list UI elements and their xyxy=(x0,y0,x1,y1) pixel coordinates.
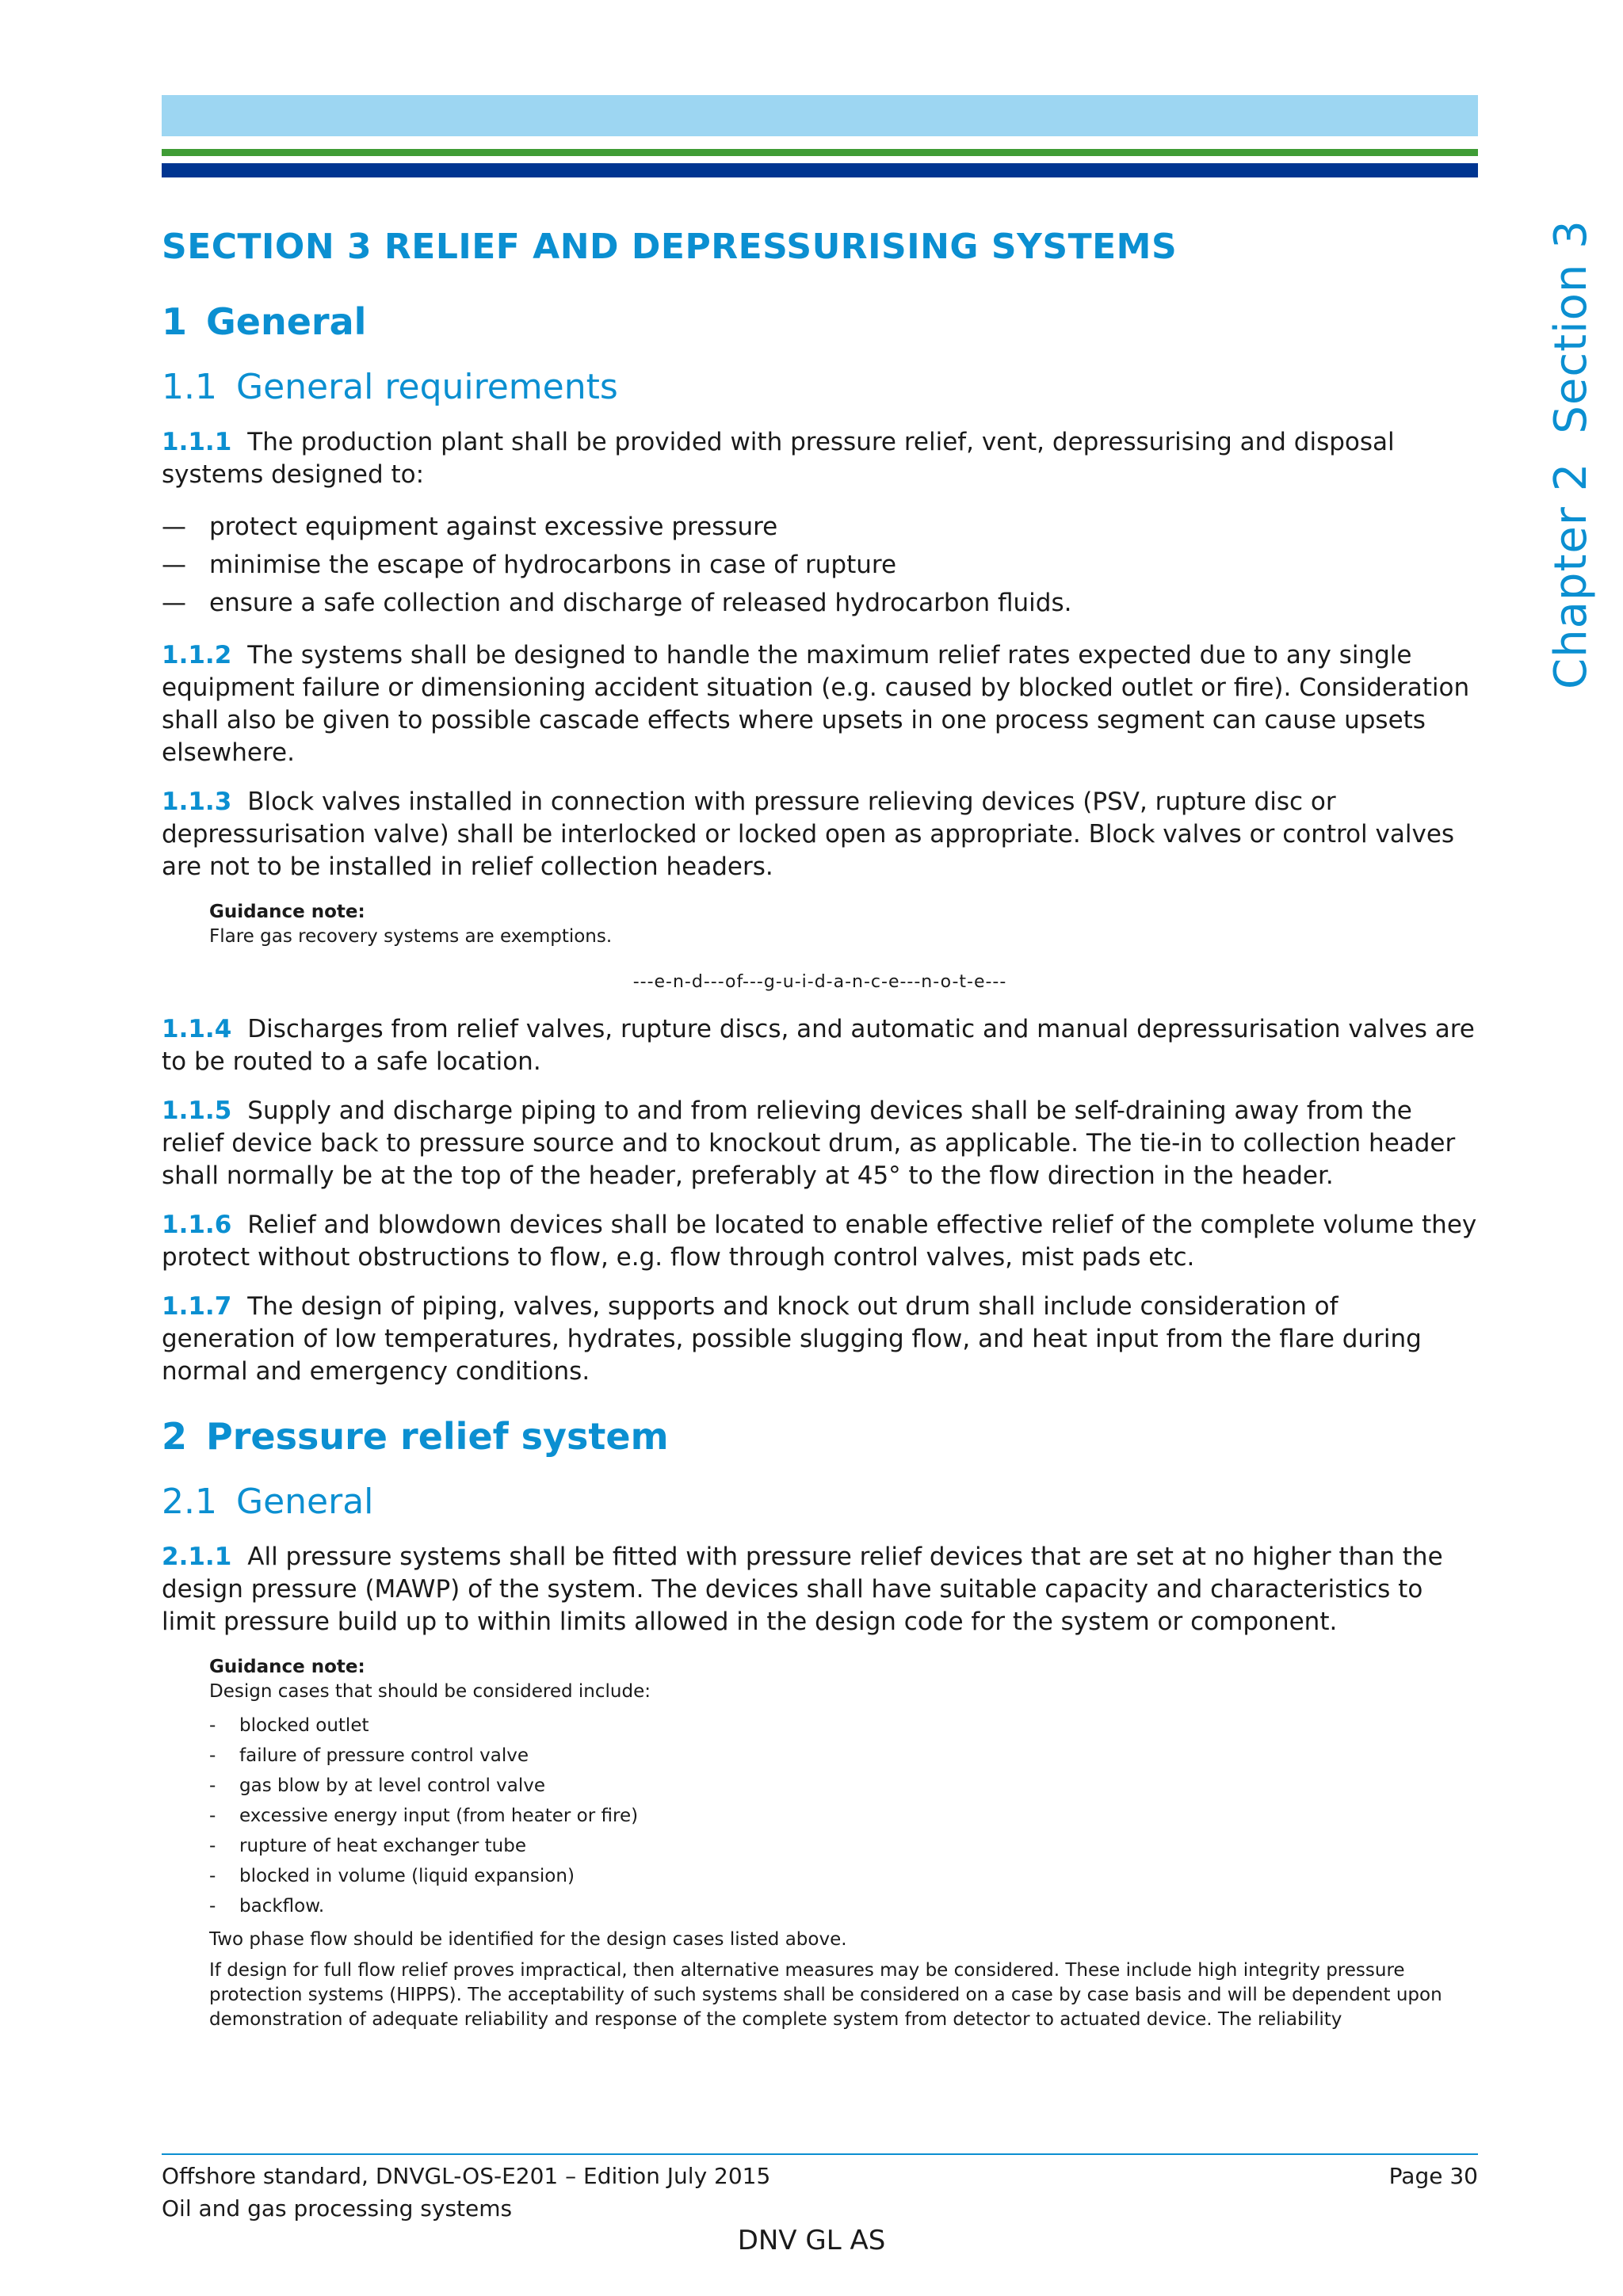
paragraph-1-1-6 xyxy=(162,1209,1478,1274)
guidance-end-marker: ---e-n-d---of---g-u-i-d-a-n-c-e---n-o-t-e--- xyxy=(632,972,1007,992)
clause-number: 2.1.1 xyxy=(162,1543,232,1571)
side-tab-section: Section 3 xyxy=(1545,219,1597,434)
clause-text: Block valves installed in connection with pressure relieving devices (PSV, rupture disc or depressurisation valve) shall be interlocked or locked open as appropriate. Block valves or control valves are not to be installed in relief collection headers. xyxy=(162,788,1455,881)
heading-2-title: Pressure relief system xyxy=(206,1415,669,1458)
heading-1-1 xyxy=(162,367,1478,407)
list-item: - blocked outlet xyxy=(209,1715,369,1736)
clause-number: 1.1.5 xyxy=(162,1097,232,1125)
list-item: - blocked in volume (liquid expansion) xyxy=(209,1866,575,1886)
heading-2-1 xyxy=(162,1482,1478,1522)
side-tab xyxy=(1545,219,1597,689)
clause-text: The systems shall be designed to handle the maximum relief rates expected due to any single equipment failure or dimensioning accident situation (e.g. caused by blocked outlet or fire). Consideration shall also be given to possible cascade effects where upsets in one process segment can cause upsets elsewhere. xyxy=(162,641,1470,767)
clause-text: Discharges from relief valves, rupture discs, and automatic and manual depressurisation valves are to be routed to a safe location. xyxy=(162,1015,1475,1076)
header-band-green xyxy=(162,149,1478,156)
guidance-intro: Design cases that should be considered include: xyxy=(209,1681,651,1702)
design-cases-list xyxy=(209,1711,1478,1921)
page-number: Page 30 xyxy=(1388,2163,1478,2189)
guidance-text: Flare gas recovery systems are exemptions. xyxy=(209,926,613,947)
heading-1-1-title: General requirements xyxy=(235,367,618,407)
heading-2-1-number: 2.1 xyxy=(162,1482,217,1522)
header-band-blue xyxy=(162,163,1478,177)
guidance-note-2 xyxy=(209,1655,1478,2032)
guidance-note-1 xyxy=(209,900,1478,994)
guidance-title: Guidance note: xyxy=(209,1657,365,1677)
list-item: — ensure a safe collection and discharge of released hydrocarbon fluids. xyxy=(162,589,1072,617)
section-title: SECTION 3 RELIEF AND DEPRESSURISING SYSTEMS xyxy=(162,227,1178,267)
header-band-light xyxy=(162,95,1478,136)
clause-text: Relief and blowdown devices shall be located to enable effective relief of the complete volume they protect without obstructions to flow, e.g. flow through control valves, mist pads etc. xyxy=(162,1211,1477,1272)
clause-number: 1.1.4 xyxy=(162,1015,232,1043)
footer-company: DNV GL AS xyxy=(737,2225,886,2256)
guidance-paragraph: Two phase flow should be identified for the design cases listed above. xyxy=(209,1929,847,1950)
list-item: - failure of pressure control valve xyxy=(209,1745,529,1766)
list-item: — protect equipment against excessive pressure xyxy=(162,513,778,541)
list-item: - rupture of heat exchanger tube xyxy=(209,1836,526,1856)
list-item: - gas blow by at level control valve xyxy=(209,1775,546,1796)
footer-document-info xyxy=(162,2160,770,2225)
list-item: — minimise the escape of hydrocarbons in case of rupture xyxy=(162,551,897,579)
side-tab-chapter: Chapter 2 xyxy=(1545,462,1597,689)
clause-number: 1.1.2 xyxy=(162,641,232,669)
clause-number: 1.1.6 xyxy=(162,1211,232,1239)
clause-text: All pressure systems shall be fitted with pressure relief devices that are set at no higher than the design pressure (MAWP) of the system. The devices shall have suitable capacity and characteristics to limit pressure build up to within limits allowed in the design code for the system or component. xyxy=(162,1543,1443,1636)
paragraph-1-1-2 xyxy=(162,639,1478,769)
paragraph-1-1-5 xyxy=(162,1095,1478,1192)
paragraph-1-1-3 xyxy=(162,786,1478,883)
heading-2 xyxy=(162,1415,1478,1458)
requirements-list xyxy=(162,508,1478,622)
paragraph-1-1-1 xyxy=(162,426,1478,491)
page-content xyxy=(162,227,1478,2051)
paragraph-1-1-7 xyxy=(162,1291,1478,1388)
guidance-title: Guidance note: xyxy=(209,902,365,922)
heading-1 xyxy=(162,300,1478,343)
heading-2-number: 2 xyxy=(162,1415,188,1458)
clause-number: 1.1.1 xyxy=(162,428,232,456)
clause-text: The production plant shall be provided with pressure relief, vent, depressurising and disposal systems designed to: xyxy=(162,428,1395,489)
clause-number: 1.1.3 xyxy=(162,788,232,816)
guidance-paragraph: If design for full flow relief proves impractical, then alternative measures may be considered. These include high integrity pressure protection systems (HIPPS). The acceptability of such systems shall be considered on a case by case basis and will be dependent upon demonstration of adequate reliability and response of the complete system from detector to actuated device. The reliability xyxy=(209,1960,1442,2030)
clause-number: 1.1.7 xyxy=(162,1292,232,1321)
clause-text: Supply and discharge piping to and from relieving devices shall be self-draining away from the relief device back to pressure source and to knockout drum, as applicable. The tie-in to collection header shall normally be at the top of the header, preferably at 45° to the flow direction in the header. xyxy=(162,1097,1456,1190)
heading-1-number: 1 xyxy=(162,300,188,343)
footer-standard: Offshore standard, DNVGL-OS-E201 – Edition July 2015 xyxy=(162,2163,771,2189)
heading-1-1-number: 1.1 xyxy=(162,367,217,407)
clause-text: The design of piping, valves, supports and knock out drum shall include consideration of generation of low temperatures, hydrates, possible slugging flow, and heat input from the flare during normal and emergency conditions. xyxy=(162,1292,1422,1386)
footer-divider xyxy=(162,2153,1478,2155)
heading-1-title: General xyxy=(206,300,367,343)
heading-2-1-title: General xyxy=(235,1482,374,1522)
list-item: - backflow. xyxy=(209,1896,325,1917)
list-item: - excessive energy input (from heater or fire) xyxy=(209,1806,639,1826)
paragraph-1-1-4 xyxy=(162,1013,1478,1078)
paragraph-2-1-1 xyxy=(162,1541,1478,1638)
footer-subtitle: Oil and gas processing systems xyxy=(162,2195,513,2222)
